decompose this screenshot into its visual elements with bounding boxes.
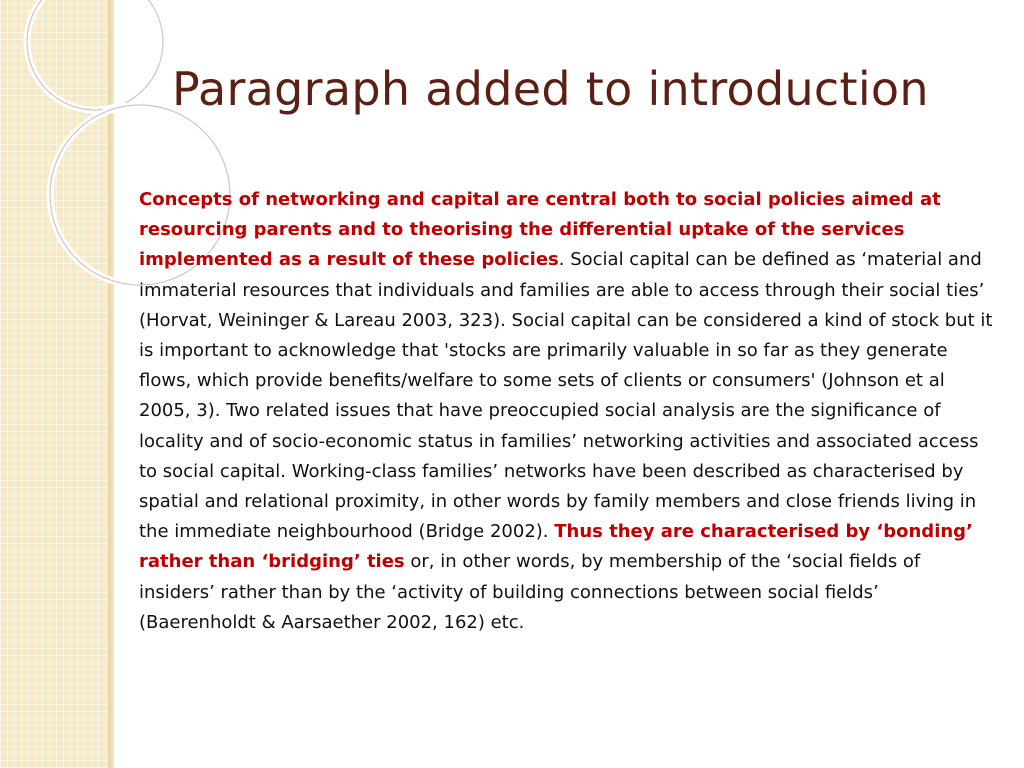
highlighted-sentence-1: Concepts of networking and capital are central both to social policies aimed at resourcing parents and to theorising the differential uptake of the services implemented as a result of these policies: [139, 189, 941, 271]
body-text-2: or, in other words, by membership of the ‘social fields of insiders’ rather than by the ‘activity of building connections between social fields’ (Baerenholdt & Aarsaether 2002, 162) etc.: [139, 551, 921, 633]
highlighted-sentence-2: Thus they are characterised by ‘bonding’ rather than ‘bridging’ ties: [139, 521, 973, 573]
slide-title: Paragraph added to introduction: [172, 62, 929, 116]
decorative-circles: [0, 0, 160, 280]
body-text-1: . Social capital can be defined as ‘material and immaterial resources that individuals and families are able to access through their social ties’ (Horvat, Weininger & Lareau 2003, 323). Social capital can be considered a kind of stock but it is important to acknowledge that 'stocks are primarily valuable in so far as they generate flows, which provide benefits/welfare to some sets of clients or consumers' (Johnson et al 2005, 3). Two related issues that have preoccupied social analysis are the significance of locality and of socio-economic status in families’ networking activities and associated access to social capital. Working-class families’ networks have been described as characterised by spatial and relational proximity, in other words by family members and close friends living in the immediate neighbourhood (Bridge 2002).: [139, 249, 993, 543]
body-paragraph: [139, 185, 999, 638]
